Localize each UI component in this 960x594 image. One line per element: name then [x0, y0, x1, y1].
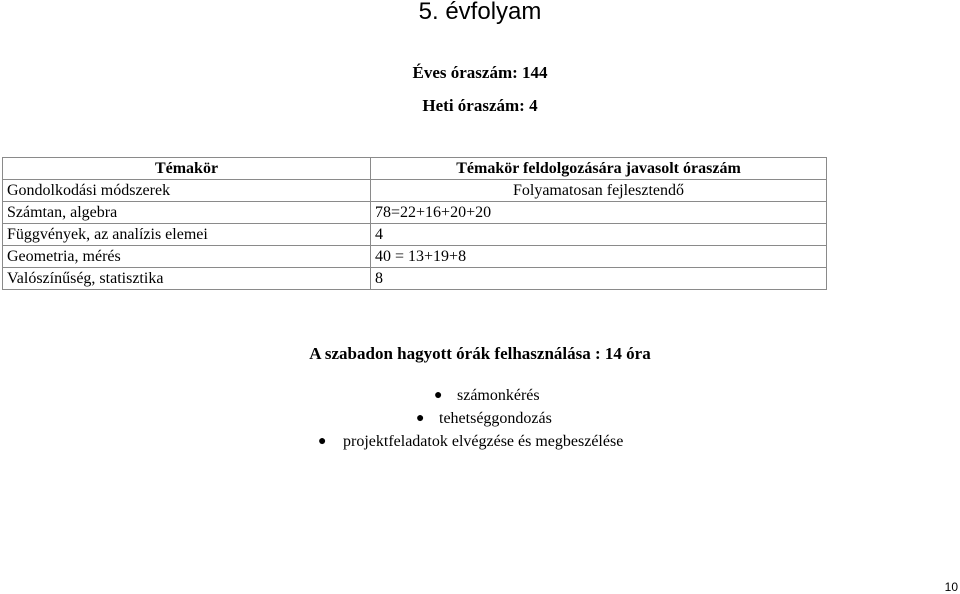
table-row — [3, 224, 827, 246]
list-item-text: tehetséggondozás — [439, 410, 552, 427]
hours-cell: 40 = 13+19+8 — [371, 246, 827, 268]
hours-cell: 78=22+16+20+20 — [371, 202, 827, 224]
topic-cell: Geometria, mérés — [3, 246, 371, 268]
bullet-icon: ● — [434, 388, 443, 403]
topic-cell: Valószínűség, statisztika — [3, 268, 371, 290]
column-header-topic: Témakör — [3, 158, 371, 180]
hours-cell: 4 — [371, 224, 827, 246]
bullet-icon: ● — [416, 411, 425, 426]
weekly-hours: Heti óraszám: 4 — [422, 96, 538, 115]
list-item-text: számonkérés — [457, 387, 540, 404]
table-row — [3, 180, 827, 202]
table-header-row — [3, 158, 827, 180]
table-row — [3, 246, 827, 268]
page-title: 5. évfolyam — [418, 0, 542, 25]
hours-cell: Folyamatosan fejlesztendő — [371, 180, 827, 202]
page-number: 10 — [944, 580, 958, 594]
table-row — [3, 202, 827, 224]
topics-table — [2, 157, 827, 290]
topic-cell: Számtan, algebra — [3, 202, 371, 224]
list-item-text: projektfeladatok elvégzése és megbeszélése — [343, 433, 624, 450]
topic-cell: Gondolkodási módszerek — [3, 180, 371, 202]
column-header-hours: Témakör feldolgozására javasolt óraszám — [371, 158, 827, 180]
annual-hours: Éves óraszám: 144 — [412, 63, 548, 82]
topic-cell: Függvények, az analízis elemei — [3, 224, 371, 246]
free-hours-title: A szabadon hagyott órák felhasználása : 14 óra — [309, 344, 651, 363]
table-row — [3, 268, 827, 290]
hours-cell: 8 — [371, 268, 827, 290]
bullet-icon: ● — [318, 434, 327, 449]
